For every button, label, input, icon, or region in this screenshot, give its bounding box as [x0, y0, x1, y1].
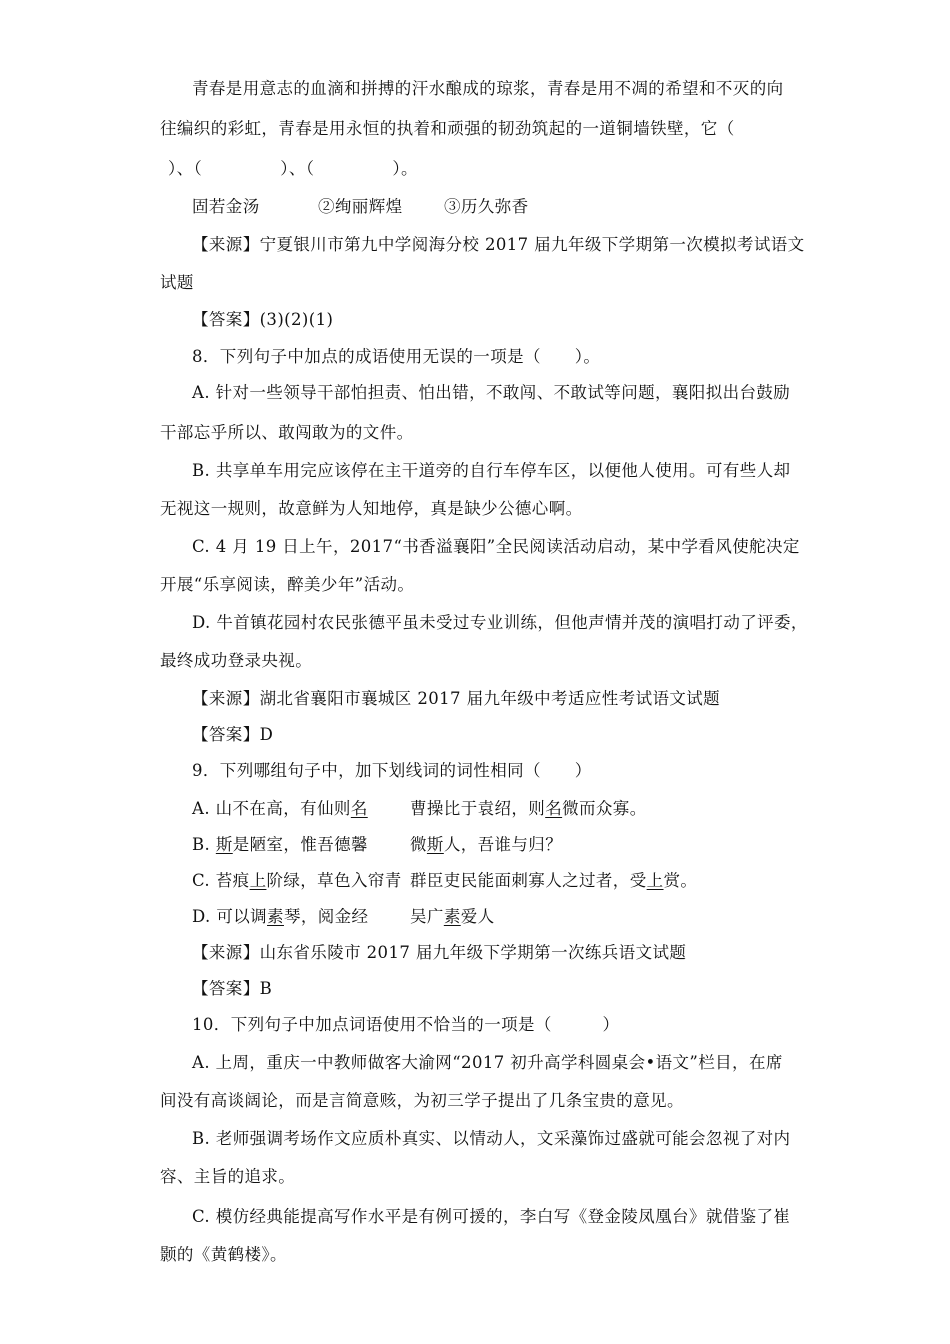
q9-c-right-underlined: 上 — [646, 871, 664, 890]
q8-stem: 8．下列句子中加点的成语使用无误的一项是（ ）。 — [192, 347, 601, 366]
q7-text-line-1: 青春是用意志的血滴和拼搏的汗水酿成的琼浆，青春是用不凋的希望和不灭的向 — [192, 79, 784, 98]
q10-stem: 10．下列句子中加点词语使用不恰当的一项是（ ） — [192, 1015, 620, 1034]
q7-option-2: ②绚丽辉煌 — [318, 197, 403, 216]
q8-option-a-line-2: 干部忘乎所以、敢闯敢为的文件。 — [160, 423, 414, 442]
q9-a-right-text-end: 微而众寡。 — [562, 799, 647, 818]
q9-a-left-text: 山不在高，有仙则 — [215, 799, 351, 818]
q9-a-right-underlined: 名 — [545, 799, 563, 818]
q7-option-3: ③历久弥香 — [444, 197, 529, 216]
q8-source: 【来源】湖北省襄阳市襄城区 2017 届九年级中考适应性考试语文试题 — [192, 689, 721, 708]
q8-option-c-line-2: 开展“乐享阅读，醉美少年”活动。 — [160, 575, 415, 594]
q9-b-left-text: 是陋室，惟吾德馨 — [232, 835, 368, 854]
q9-option-d — [192, 906, 495, 928]
q9-option-c — [192, 870, 697, 892]
q9-c-left-underlined: 上 — [249, 871, 267, 890]
q10-option-a-line-1: A. 上周，重庆一中教师做客大渝网“2017 初升高学科圆桌会•语文”栏目，在席 — [192, 1053, 783, 1072]
q9-c-right-text: 群臣吏民能面刺寡人之过者，受 — [410, 871, 647, 890]
q9-source: 【来源】山东省乐陵市 2017 届九年级下学期第一次练兵语文试题 — [192, 943, 687, 962]
q9-a-label: A. — [192, 799, 210, 818]
q9-b-right-underlined: 斯 — [426, 835, 444, 854]
q8-answer: 【答案】D — [192, 725, 274, 744]
q7-answer: 【答案】(3)(2)(1) — [192, 310, 334, 329]
q9-d-left-underlined: 素 — [267, 907, 284, 926]
q10-option-a-line-2: 间没有高谈阔论，而是言简意赅，为初三学子提出了几条宝贵的意见。 — [160, 1091, 684, 1110]
q7-options — [192, 196, 529, 218]
q9-b-right-text-end: 人，吾谁与归？ — [443, 835, 563, 854]
q9-d-right-underlined: 素 — [443, 907, 461, 926]
q7-blanks-line — [168, 158, 418, 180]
q9-d-left-text: 可以调 — [216, 907, 268, 926]
q7-blank-sep-1: ）、（ — [168, 159, 203, 178]
q8-option-b-line-2: 无视这一规则，故意鲜为人知地停，真是缺少公德心啊。 — [160, 499, 583, 518]
q10-option-c-line-1: C. 模仿经典能提高写作水平是有例可援的，李白写《登金陵凤凰台》就借鉴了崔 — [192, 1207, 791, 1226]
q9-b-label: B. — [192, 835, 211, 854]
q9-answer: 【答案】B — [192, 979, 273, 998]
q10-option-b-line-2: 容、主旨的追求。 — [160, 1167, 296, 1186]
q7-source-line-2: 试题 — [160, 273, 194, 292]
q9-option-b — [192, 834, 562, 856]
q9-c-label: C. — [192, 871, 211, 890]
q9-d-right-text-end: 爱人 — [460, 907, 495, 926]
q9-a-left-underlined: 名 — [350, 799, 368, 818]
q8-option-d-line-2: 最终成功登录央视。 — [160, 651, 313, 670]
q8-option-d-line-1: D. 牛首镇花园村农民张德平虽未受过专业训练，但他声情并茂的演唱打动了评委， — [192, 613, 808, 632]
q9-d-label: D. — [192, 907, 211, 926]
q10-option-c-line-2: 颢的《黄鹤楼》。 — [160, 1245, 287, 1264]
q7-text-line-2: 往编织的彩虹，青春是用永恒的执着和顽强的韧劲筑起的一道铜墙铁壁，它（ — [160, 119, 735, 138]
q8-option-b-line-1: B. 共享单车用完应该停在主干道旁的自行车停车区，以便他人使用。可有些人却 — [192, 461, 791, 480]
q7-blank-sep-2: ）、（ — [280, 159, 315, 178]
q9-a-right-text: 曹操比于袁绍，则 — [410, 799, 546, 818]
q9-stem: 9．下列哪组句子中，加下划线词的词性相同（ ） — [192, 761, 592, 780]
q9-d-left-text-end: 琴，阅金经 — [283, 907, 369, 926]
q9-c-right-text-end: 赏。 — [663, 871, 698, 890]
q9-c-left-text-end: 阶绿，草色入帘青 — [266, 871, 402, 890]
q8-option-a-line-1: A. 针对一些领导干部怕担责、怕出错，不敢闯、不敢试等问题，襄阳拟出台鼓励 — [192, 383, 791, 402]
q9-option-a — [192, 798, 647, 820]
q8-option-c-line-1: C. 4 月 19 日上午，2017“书香溢襄阳”全民阅读活动启动，某中学看风使舵决定 — [192, 537, 800, 556]
q7-blank-sep-3: ）。 — [392, 159, 418, 178]
q9-c-left-text: 苔痕 — [215, 871, 250, 890]
q7-option-1: 固若金汤 — [192, 197, 260, 216]
q7-source-line-1: 【来源】宁夏银川市第九中学阅海分校 2017 届九年级下学期第一次模拟考试语文 — [192, 235, 805, 254]
q9-b-left-underlined: 斯 — [215, 835, 233, 854]
q9-b-right-text: 微 — [410, 835, 427, 854]
q9-d-right-text: 吴广 — [410, 907, 444, 926]
q10-option-b-line-1: B. 老师强调考场作文应质朴真实、以情动人，文采藻饰过盛就可能会忽视了对内 — [192, 1129, 791, 1148]
